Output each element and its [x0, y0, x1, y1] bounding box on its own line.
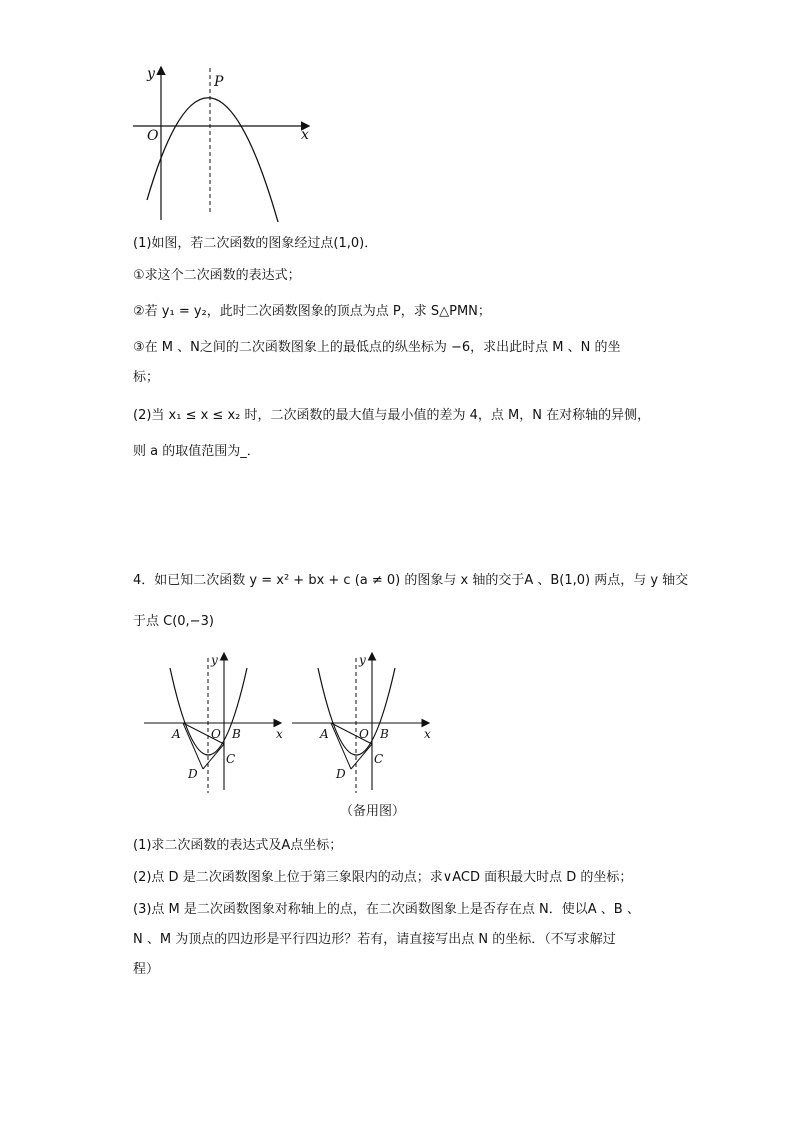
- p4-question-3c: 程）: [133, 962, 160, 977]
- p3-line-3: ②若 y₁ = y₂，此时二次函数图象的顶点为点 P，求 S△PMN；: [133, 304, 491, 319]
- y-axis-label: y: [211, 653, 218, 667]
- point-d-label: D: [336, 767, 346, 781]
- segment-dc: [203, 744, 224, 769]
- parabola-curve: [147, 98, 278, 222]
- x-axis-label: x: [276, 727, 283, 741]
- point-b-label: B: [232, 727, 241, 741]
- vertex-label: P: [214, 74, 224, 90]
- y-axis-label: y: [147, 66, 155, 82]
- p3-line-4: ③在 M 、N之间的二次函数图象上的最低点的纵坐标为 −6，求出此时点 M 、N 的坐: [133, 340, 621, 355]
- origin-label: O: [211, 727, 221, 741]
- x-axis-label: x: [301, 127, 309, 143]
- figure-caption: （备用图）: [340, 804, 406, 819]
- point-d-label: D: [188, 767, 198, 781]
- p4-line-2: 于点 C(0,−3): [133, 614, 214, 629]
- point-b-label: B: [380, 727, 389, 741]
- segment-dc: [351, 744, 372, 769]
- p4-question-2: (2)点 D 是二次函数图象上位于第三象限内的动点；求∨ACD 面积最大时点 D 的坐标；: [133, 870, 633, 885]
- point-c-label: C: [374, 752, 384, 766]
- y-axis-label: y: [359, 653, 366, 667]
- origin-label: O: [147, 128, 159, 144]
- p4-question-3a: (3)点 M 是二次函数图象对称轴上的点，在二次函数图象上是否存在点 N．使以A 、B 、: [133, 902, 640, 917]
- point-a-label: A: [320, 727, 329, 741]
- figure-parabola-right: [288, 650, 438, 795]
- p3-line-6: (2)当 x₁ ≤ x ≤ x₂ 时，二次函数的最大值与最小值的差为 4，点 M，N 在对称轴的异侧，: [133, 408, 651, 423]
- point-c-label: C: [226, 752, 236, 766]
- x-axis-label: x: [424, 727, 431, 741]
- point-a-label: A: [172, 727, 181, 741]
- segment-ad: [331, 723, 351, 769]
- p3-line-7: 则 a 的取值范围为_．: [133, 444, 260, 459]
- figure-parabola-left: [140, 650, 290, 795]
- p4-question-3b: N 、M 为顶点的四边形是平行四边形？若有，请直接写出点 N 的坐标．（不写求解过: [133, 932, 616, 947]
- p4-question-1: (1)求二次函数的表达式及A点坐标；: [133, 838, 343, 853]
- p3-line-1: (1)如图，若二次函数的图象经过点(1,0)．: [133, 236, 378, 251]
- p3-line-5: 标；: [133, 370, 160, 385]
- origin-label: O: [359, 727, 369, 741]
- p3-line-2: ①求这个二次函数的表达式；: [133, 268, 301, 283]
- figure-parabola-p: [125, 60, 325, 225]
- segment-ad: [183, 723, 203, 769]
- p4-line-1: 4．如已知二次函数 y = x² + bx + c (a ≠ 0) 的图象与 x 轴的交于A 、B(1,0) 两点，与 y 轴交: [133, 573, 689, 588]
